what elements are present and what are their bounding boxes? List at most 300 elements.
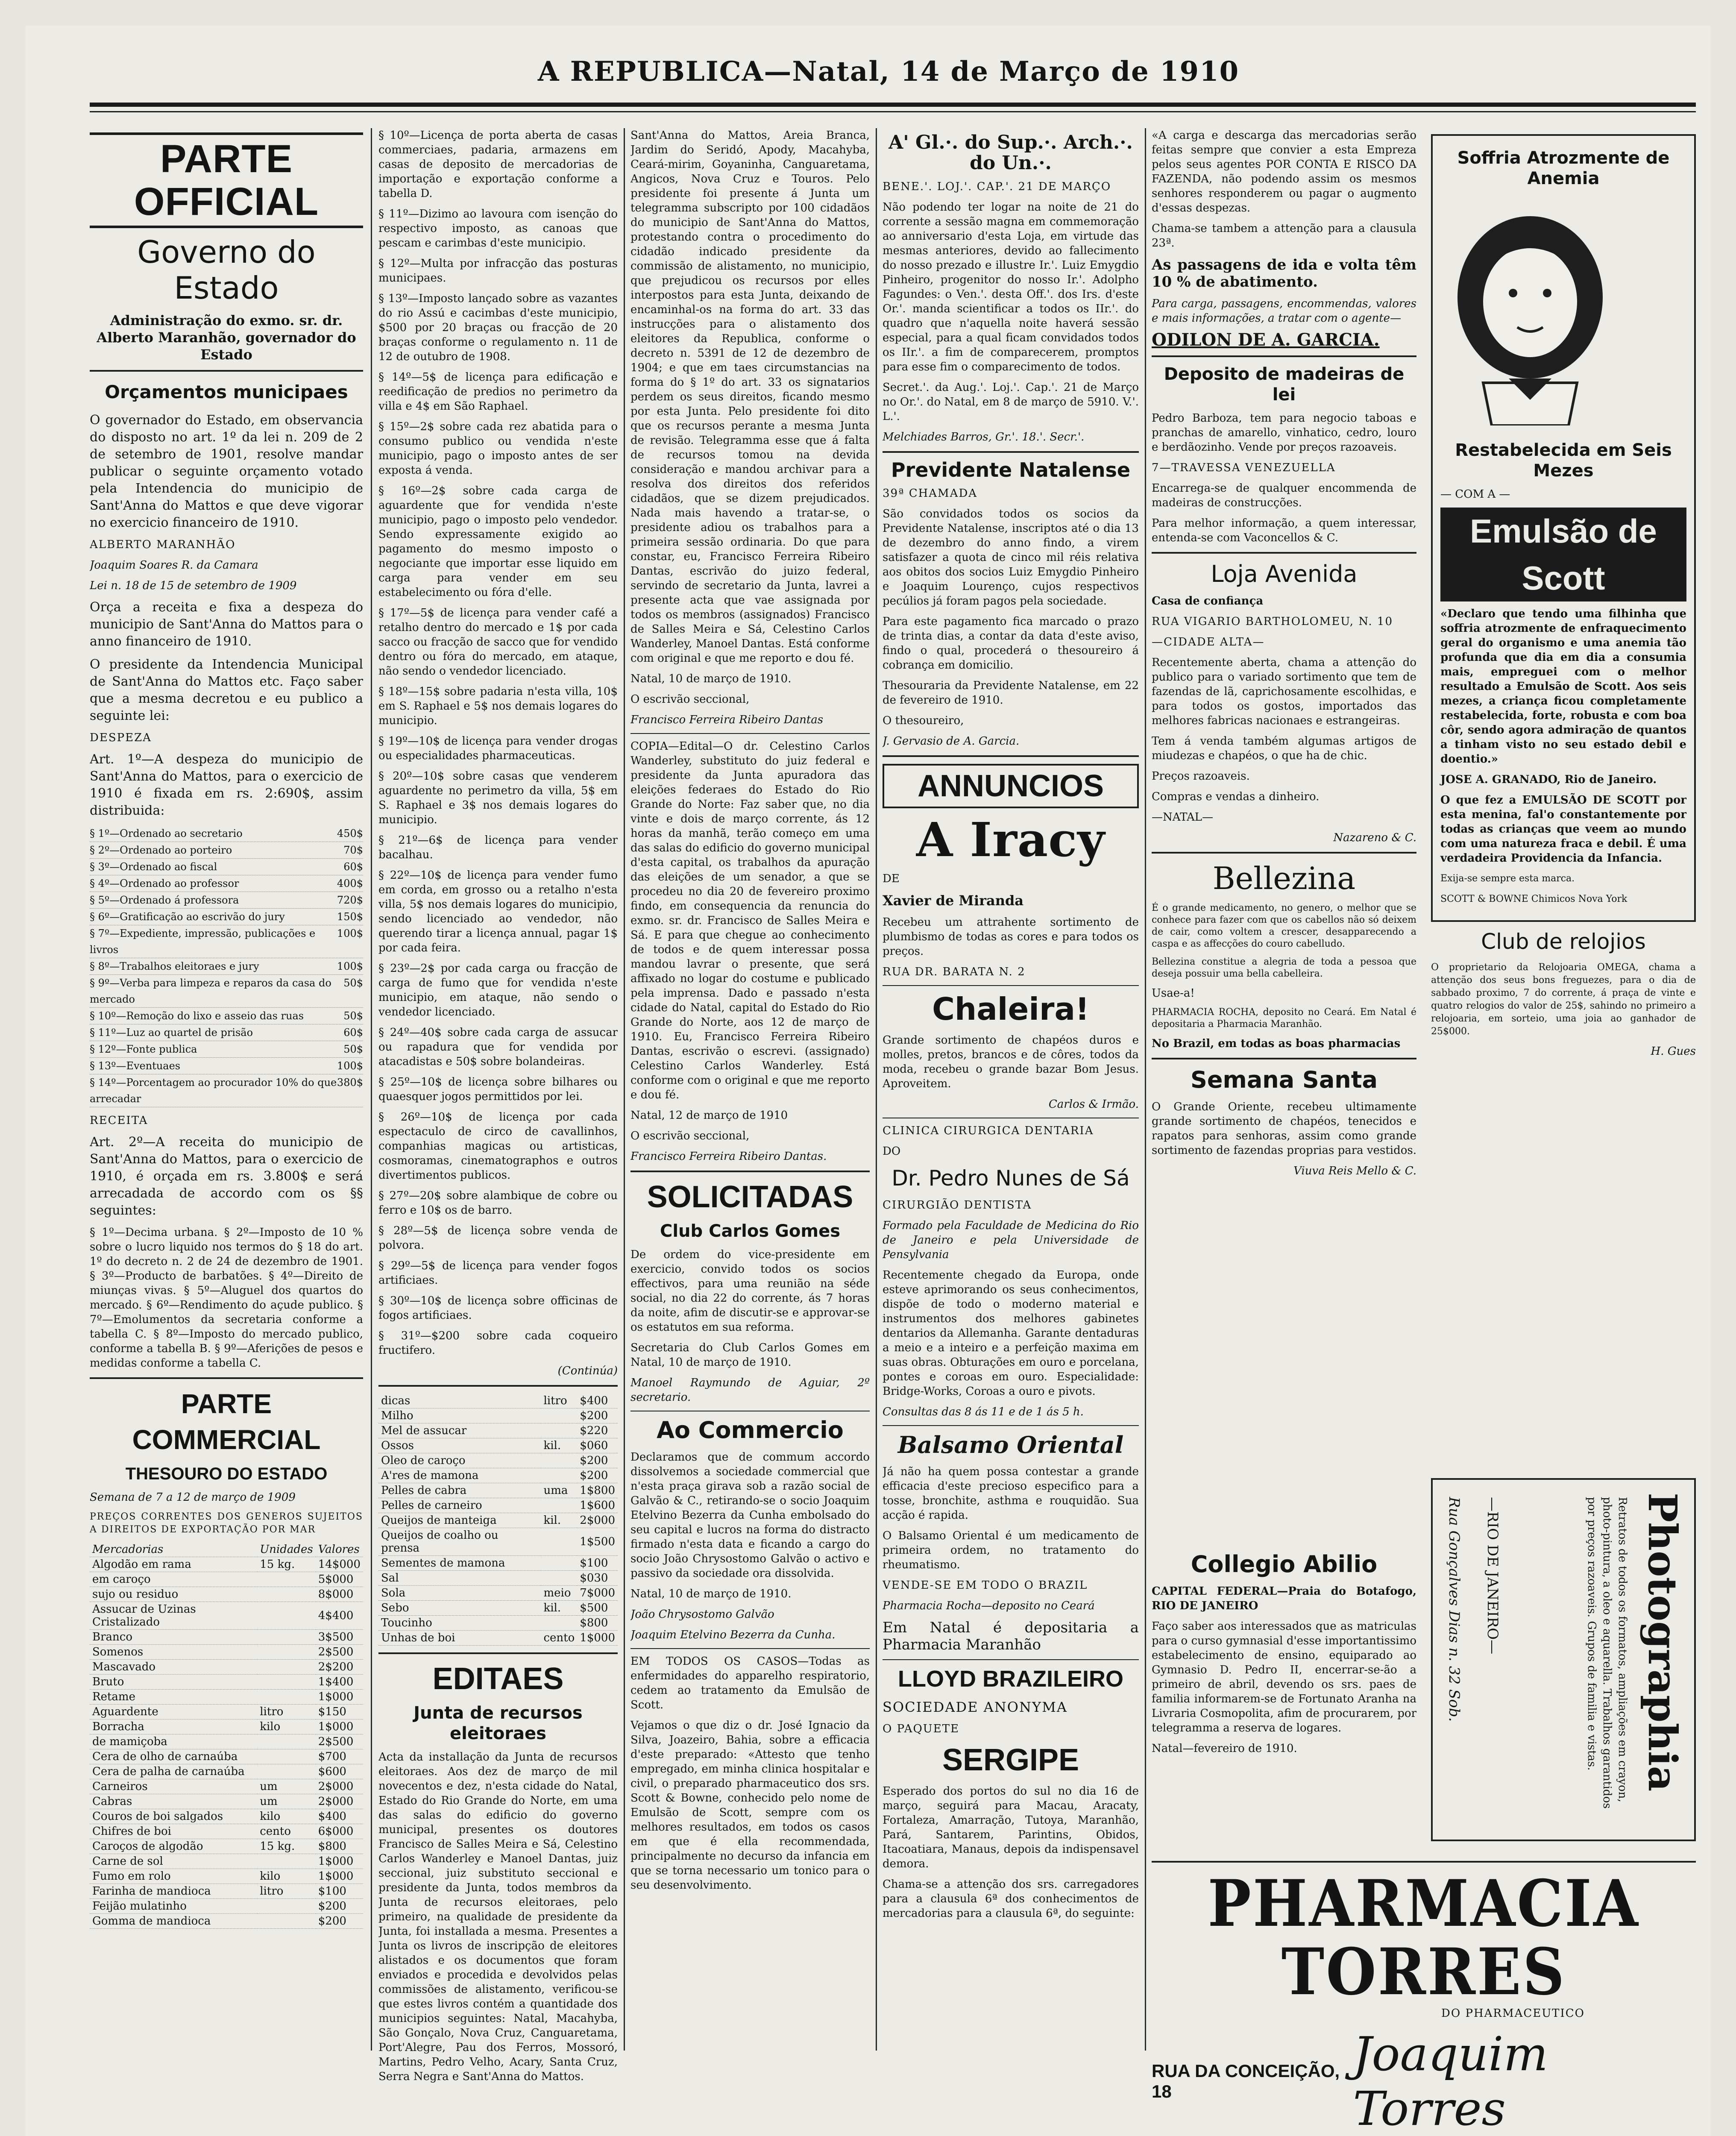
ledger-value: $200 xyxy=(577,1453,618,1468)
emulsao-p2: O que fez a EMULSÃO DE SCOTT por esta menina, fal'o constantemente por todas as crianças que veem ao mundo com uma natureza fraca e debil. É uma verdadeira Providencia da Infancia. xyxy=(1440,794,1686,865)
ledger-value: $060 xyxy=(577,1438,618,1453)
price-row xyxy=(90,1602,363,1630)
col4-p3: São convidados todos os socios da Previdente Natalense, inscriptos até o dia 13 de dezembro do anno findo, a virem satisfazer a quota de cinco mil réis relativa aos obitos dos socios Luiz Emygdio Pinheiro e Joaquim Lourenço, cujos respectivos pecúlios já foram pagos pela sociedade. xyxy=(883,508,1139,607)
despeza-row xyxy=(90,1074,363,1107)
ledger-value: $200 xyxy=(577,1408,618,1423)
ledger-item: Toucinho xyxy=(378,1616,541,1631)
price-unit: 15 kg. xyxy=(257,1557,316,1572)
price-value: $150 xyxy=(316,1705,363,1719)
col3-p1: Sant'Anna do Mattos, Areia Branca, Jardim do Seridó, Apody, Macahyba, Ceará-mirim, Goyaninha, Canguaretama, Angicos, Nova Cruz e Touros. Pelo presidente foi presente á Junta um telegramma subscripto por 100 cidadãos do municipio de Sant'Anna do Mattos, protestando contra o procedimento do cidadão indicado presidente da commissão de alistamento, no municipio, que prejudicou os recursos por elles interpostos para esta Junta, deixando de encaminhal-os na forma do art. 33 das instrucções para o alistamento dos eleitores da Republica, conforme o decreto n. 5391 de 12 de dezembro de 1904; e que em taes circumstancias na forma do § 1º do art. 33 os signatarios perdem os seus direitos, ficando mesmo por esta Junta. Pelo presidente foi dito que os recursos perante a mesma Junta de revisão. Telegramma esse que á falta de recursos tomou na devida consideração e mandou archivar para a resolva dos direitos dos referidos cidadãos, que se dizem prejudicados. Nada mais havendo a tratar-se, o presidente adiou os trabalhos para a primeira sessão ordinaria. Do que para constar, eu, Francisco Ferreira Ribeiro Dantas, escrivão do juizo federal, servindo de secretario da Junta, lavrei a presente acta que vae assignada por todos os membros (assignados) Francisco de Salles Meira e Sá, Celestino Carlos Wanderley, Manoel Dantas. Está conforme com original e que me reporto e dou fé. xyxy=(630,129,870,665)
despeza-row xyxy=(90,1041,363,1058)
ledger-row xyxy=(378,1438,618,1453)
despeza-row xyxy=(90,975,363,1008)
despeza-row xyxy=(90,842,363,859)
col2-p8: § 17º—5$ de licença para vender café a retalho dentro do mercado e 1$ por cada sacco ou fracção de sacco que for vendido dentro ou fóra do mercado, em ataque, não sendo o vendedor licenciado. xyxy=(378,607,618,678)
price-unit xyxy=(257,1749,316,1764)
col2-p12: § 21º—6$ de licença para vender bacalhau. xyxy=(378,834,618,861)
col3-p6: EM TODOS OS CASOS—Todas as enfermidades do apparelho respiratorio, cedem ao tratamento da Emulsão de Scott. xyxy=(630,1655,870,1711)
despeza-value: 100$ xyxy=(337,960,363,972)
ledger-row xyxy=(378,1601,618,1616)
semana-line: Semana de 7 a 12 de março de 1909 xyxy=(90,1491,296,1504)
despeza-value: 400$ xyxy=(337,877,363,889)
col5-p11: Compras e vendas a dinheiro. xyxy=(1152,790,1320,803)
ledger-row xyxy=(378,1571,618,1586)
despeza-value: 380$ xyxy=(337,1077,363,1089)
price-unit xyxy=(257,1734,316,1749)
despeza-label: § 7º—Expediente, impressão, publicações e livros xyxy=(90,927,316,956)
col2-p19: § 28º—5$ de licença sobre venda de polvora. xyxy=(378,1224,618,1252)
price-row xyxy=(90,1854,363,1869)
col4-p10: Já não ha quem possa contestar a grande efficacia d'este precioso especifico para a tosse, bronchite, asthma e rouquidão. Sua acção é rapida. xyxy=(883,1465,1139,1522)
price-row xyxy=(90,1734,363,1749)
lloyd-title: LLOYD BRAZILEIRO xyxy=(898,1666,1123,1692)
price-row xyxy=(90,1660,363,1675)
price-value: 2$000 xyxy=(316,1779,363,1794)
ledger-value: $800 xyxy=(577,1616,618,1631)
photographia-body: Retratos de todos os formatos, ampliações em crayon, photo-pintura, a oleo e aquarella. Trabalhos garantidos por preços razoaveis. Grupos de familia e vistas. xyxy=(1585,1497,1629,1809)
ledger-value: $400 xyxy=(577,1394,618,1408)
col4-sig2: J. Gervasio de A. Garcia. xyxy=(883,735,1020,748)
col5-addr: 7—TRAVESSA VENEZUELLA xyxy=(1152,461,1336,474)
price-row xyxy=(90,1645,363,1660)
dr-title: Dr. Pedro Nunes de Sá xyxy=(891,1166,1130,1191)
ledger-unit xyxy=(541,1571,577,1586)
col5-p13: Bellezina constitue a alegria de toda a pessoa que deseja possuir uma bella cabelleira. xyxy=(1152,957,1416,979)
pharmacia-name: Joaquim Torres xyxy=(1353,2027,1548,2136)
despeza-label: § 3º—Ordenado ao fiscal xyxy=(90,861,217,873)
soffria-title: Soffria Atrozmente de Anemia xyxy=(1457,148,1670,188)
price-unit xyxy=(257,1690,316,1705)
ledger-row xyxy=(378,1631,618,1646)
gov-subtitle: Administração do exmo. sr. dr. Alberto Maranhão, governador do Estado xyxy=(97,312,356,363)
price-row xyxy=(90,1749,363,1764)
col2-p13: § 22º—10$ de licença para vender fumo em corda, em grosso ou a retalho n'esta villa, 5$ nos demais logares do municipio, sendo licenciado ao vendedor, não querendo tirar a licença annual, pagar 1$ por cada feira. xyxy=(378,869,618,954)
emulsao-quote: «Declaro que tendo uma filhinha que soffria atrozmente de enfraquecimento geral do organismo e uma anemia tão profunda que dia em dia a consumia mais, empreguei com o melhor resultado a Emulsão de Scott. Aos seis mezes, a criança ficou completamente restabelecida, forte, robusta e com boa côr, sendo agora admiração de quantos a tinham visto no seu estado debil e doentio.» xyxy=(1440,607,1686,766)
consultas-line: Consultas das 8 ás 11 e de 1 ás 5 h. xyxy=(883,1405,1084,1418)
paquete-line: O PAQUETE xyxy=(883,1722,959,1735)
col5-p2: Chama-se tambem a attenção para a clausula 23ª. xyxy=(1152,222,1416,249)
price-unit: kilo xyxy=(257,1809,316,1824)
despeza-row xyxy=(90,1008,363,1024)
iracy-owner: Xavier de Miranda xyxy=(883,892,1024,909)
col5-p4: Para carga, passagens, encommendas, valores e mais informações, a tratar com o agente— xyxy=(1152,297,1416,325)
annuncios-title: ANNUNCIOS xyxy=(883,764,1139,808)
price-item: Couros de boi salgados xyxy=(90,1809,257,1824)
ledger-unit xyxy=(541,1453,577,1468)
gov-title: Governo do Estado xyxy=(137,234,316,306)
vende2-line: Pharmacia Rocha—deposito no Ceará xyxy=(883,1599,1095,1612)
price-table xyxy=(90,1542,363,1929)
previdente-title: Previdente Natalense xyxy=(891,458,1131,481)
despeza-heading: DESPEZA xyxy=(90,731,152,744)
despeza-label: § 14º—Porcentagem ao procurador 10% do que arrecadar xyxy=(90,1077,337,1105)
orcamentos-title: Orçamentos municipaes xyxy=(105,381,348,402)
price-item: Algodão em rama xyxy=(90,1557,257,1572)
ledger-item: Pelles de carneiro xyxy=(378,1498,541,1513)
despeza-label: § 13º—Eventuaes xyxy=(90,1060,181,1072)
col3-p7: Vejamos o que diz o dr. José Ignacio da Silva, Joazeiro, Bahia, sobre a efficacia d'este preparado: «Attesto que tenho empregado, em minha clinica hospitalar e civil, o preparado pharmaceutico dos srs. Scott & Bowne, conhecido pelo nome de Emulsão de Scott, sempre com os melhores resultados, em todos os casos em que é ella recommendada, principalmente no decurso da infancia em que se torna necessario um tonico para o seu desenvolvimento. xyxy=(630,1719,870,1892)
collegio-title: Collegio Abilio xyxy=(1191,1551,1378,1578)
newspaper-page xyxy=(26,26,1710,2136)
col4-p8: Formado pela Faculdade de Medicina do Rio de Janeiro e pela Universidade de Pensylvania xyxy=(883,1219,1139,1261)
col5-p15: PHARMACIA ROCHA, deposito no Ceará. Em Natal é depositaria a Pharmacia Maranhão. xyxy=(1152,1007,1416,1030)
ledger-row xyxy=(378,1498,618,1513)
price-unit xyxy=(257,1587,316,1602)
col5-p5: Pedro Barboza, tem para negocio taboas e pranchas de amarello, vinhatico, cedro, louro e berdãozinho. Vende por preços razoaveis. xyxy=(1152,412,1416,454)
despeza-label: § 4º—Ordenado ao professor xyxy=(90,877,239,889)
emulsao-title: Emulsão de Scott xyxy=(1440,508,1686,601)
col4-sig1: Melchiades Barros, Gr.'. 18.'. Secr.'. xyxy=(883,431,1085,443)
emulsao-sig: JOSE A. GRANADO, Rio de Janeiro. xyxy=(1440,773,1657,786)
price-item: Fumo em rolo xyxy=(90,1869,257,1884)
price-unit xyxy=(257,1675,316,1690)
column-3 xyxy=(630,128,870,2110)
price-unit xyxy=(257,1645,316,1660)
clinica-line: CLINICA CIRURGICA DENTARIA xyxy=(883,1124,1094,1137)
photographia-addr2: —RIO DE JANEIRO— xyxy=(1484,1497,1501,1655)
price-item: Feijão mulatinho xyxy=(90,1899,257,1914)
despeza-value: 60$ xyxy=(343,1027,363,1039)
ledger-item: Sola xyxy=(378,1586,541,1601)
price-unit xyxy=(257,1899,316,1914)
price-item: Borracha xyxy=(90,1719,257,1734)
ledger-row xyxy=(378,1586,618,1601)
price-item: Carneiros xyxy=(90,1779,257,1794)
ledger-item: Oleo de caroço xyxy=(378,1453,541,1468)
col1-p5: Art. 2º—A receita do municipio de Sant'Anna do Mattos, para o exercicio de 1910, é orçada em rs. 3.800$ e será arrecadada de accordo com os §§ seguintes: xyxy=(90,1135,363,1218)
deposito-title: Deposito de madeiras de lei xyxy=(1164,364,1405,405)
despeza-label: § 11º—Luz ao quartel de prisão xyxy=(90,1027,253,1039)
price-header-unidades: Unidades xyxy=(257,1542,316,1557)
column-4 xyxy=(883,128,1139,2110)
price-unit: litro xyxy=(257,1705,316,1719)
price-unit xyxy=(257,1660,316,1675)
balsamo-title: Balsamo Oriental xyxy=(897,1431,1124,1458)
price-unit xyxy=(257,1854,316,1869)
cirurgiao-line: CIRURGIÃO DENTISTA xyxy=(883,1199,1032,1212)
price-item: Somenos xyxy=(90,1645,257,1660)
ledger-item: Pelles de cabra xyxy=(378,1483,541,1498)
semana-title: Semana Santa xyxy=(1191,1066,1378,1093)
col2-p14: § 23º—2$ por cada carga ou fracção de carga de fumo que for vendida n'este municipio, em ataque, não sendo o vendedor licenciado. xyxy=(378,962,618,1018)
despeza-row xyxy=(90,909,363,925)
despeza-value: 720$ xyxy=(337,894,363,906)
despeza-value: 100$ xyxy=(337,927,363,939)
price-value: 2$200 xyxy=(316,1660,363,1675)
price-unit: um xyxy=(257,1794,316,1809)
column-divider xyxy=(624,128,625,2051)
price-item: Caroços de algodão xyxy=(90,1839,257,1854)
price-row xyxy=(90,1794,363,1809)
despeza-label: § 5º—Ordenado á professora xyxy=(90,894,239,906)
despeza-row xyxy=(90,1058,363,1074)
col4-p1: Não podendo ter logar na noite de 21 do corrente a sessão magna em commemoração ao anniversario d'esta Loja, em virtude das mesmas anteriores, devido ao fallecimento do nosso prezado e illustre Ir.'. Luiz Emygdio Pinheiro, progenitor do nosso Ir.'. Adolpho Fagundes: o Ven.'. desta Off.'. dos Irs. d'este Or.'. manda scientificar a todos os IIr.'. do quadro que n'aquella noite haverá sessão especial, para a qual ficam convidados todos os IIr.'. a fim de comparecerem, promptos para esse fim o comparecimento de todos. xyxy=(883,201,1139,373)
price-item: Carne de sol xyxy=(90,1854,257,1869)
ledger-item: Mel de assucar xyxy=(378,1423,541,1438)
ledger-row xyxy=(378,1408,618,1423)
col4-sig3: Carlos & Irmão. xyxy=(1048,1098,1139,1111)
iracy-addr: RUA DR. BARATA N. 2 xyxy=(883,965,1026,978)
column-divider xyxy=(1145,128,1146,2051)
col4-p2: Secret.'. da Aug.'. Loj.'. Cap.'. 21 de Março no Or.'. do Natal, em 8 de março de 5910. V.'. L.'. xyxy=(883,381,1139,423)
column-divider xyxy=(876,128,877,2051)
bellezina-title: Bellezina xyxy=(1212,860,1356,896)
clinica-do: DO xyxy=(883,1145,901,1158)
price-item: de mamiçoba xyxy=(90,1734,257,1749)
price-unit xyxy=(257,1914,316,1929)
ledger-row xyxy=(378,1394,618,1408)
price-item: Mascavado xyxy=(90,1660,257,1675)
despeza-value: 50$ xyxy=(343,977,363,989)
col3-p3: De ordem do vice-presidente em exercicio, convido todos os socios effectivos, para uma reunião na séde social, no dia 22 do corrente, ás 7 horas da noite, afim de discutir-se e approvar-se os estatutos em sua reforma. xyxy=(630,1248,870,1334)
col5-p18: Faço saber aos interessados que as matriculas para o curso gymnasial d'esse importantissimo estabelecimento de ensino, equiparado ao Gymnasio D. Pedro II, encerrar-se-ão a primeiro de abril, devendo os srs. paes de familia informarem-se de Fortunato Aranha na Livraria Cosmopolita, afim de procurarem, por telegramma a reserva de logares. xyxy=(1152,1620,1416,1734)
col2-p4: § 13º—Imposto lançado sobre as vazantes do rio Assú e cacimbas d'este municipio, $500 por 20 braças ou fracção de 20 braças conforme o regulamento n. 11 de 12 de outubro de 1908. xyxy=(378,292,618,363)
despeza-row xyxy=(90,958,363,975)
ledger-value: 7$000 xyxy=(577,1586,618,1601)
ledger-unit: litro xyxy=(541,1394,577,1408)
ledger-value: 1$000 xyxy=(577,1631,618,1646)
ledger-unit xyxy=(541,1498,577,1513)
col2-p10: § 19º—10$ de licença para vender drogas ou especialidades pharmaceuticas. xyxy=(378,735,618,762)
ledger-row xyxy=(378,1423,618,1438)
photographia-ad xyxy=(1431,1478,1696,1841)
col2-p20: § 29º—5$ de licença para vender fogos artificiaes. xyxy=(378,1259,618,1287)
price-value: $400 xyxy=(316,1809,363,1824)
price-unit xyxy=(257,1630,316,1645)
col5-p9: Tem á venda também algumas artigos de miudezas e chapéos, o que ha de chic. xyxy=(1152,735,1416,762)
price-item: em caroço xyxy=(90,1572,257,1587)
price-row xyxy=(90,1914,363,1929)
col3-sig2: Francisco Ferreira Ribeiro Dantas. xyxy=(630,1150,827,1163)
sup-title: A' Gl.·. do Sup.·. Arch.·. do Un.·. xyxy=(889,132,1133,174)
despeza-value: 50$ xyxy=(343,1010,363,1022)
col2-p6: § 15º—2$ sobre cada rez abatida para o consumo publico ou vendida n'este municipio, pago o imposto antes de ser exposta á venda. xyxy=(378,420,618,477)
ledger-item: Queijos de manteiga xyxy=(378,1513,541,1528)
girl-portrait-image xyxy=(1440,203,1620,425)
ledger-unit xyxy=(541,1528,577,1556)
photographia-title: Photographia xyxy=(1639,1493,1686,1792)
col5-sig2: Viuva Reis Mello & C. xyxy=(1293,1165,1416,1177)
col2-p3: § 12º—Multa por infracção das posturas municipaes. xyxy=(378,257,618,285)
emulsao-ad xyxy=(1431,134,1696,922)
price-value: 8$000 xyxy=(316,1587,363,1602)
ledger-unit: uma xyxy=(541,1483,577,1498)
col3-date2: Natal, 12 de março de 1910 xyxy=(630,1109,788,1122)
iracy-sub: DE xyxy=(883,872,900,885)
price-value: 6$000 xyxy=(316,1824,363,1839)
continua: (Continúa) xyxy=(557,1364,618,1377)
col3-sig3: Manoel Raymundo de Aguiar, 2º secretario. xyxy=(630,1376,870,1404)
price-value: 14$000 xyxy=(316,1557,363,1572)
price-item: Cabras xyxy=(90,1794,257,1809)
price-row xyxy=(90,1809,363,1824)
top-rule-thin xyxy=(90,111,1696,112)
natal-dep: Em Natal é depositaria a Pharmacia Maranhão xyxy=(883,1619,1139,1653)
despeza-label: § 8º—Trabalhos eleitoraes e jury xyxy=(90,960,259,972)
column-divider xyxy=(371,128,372,2051)
price-row xyxy=(90,1705,363,1719)
despeza-value: 450$ xyxy=(337,827,363,839)
agent-name: ODILON DE A. GARCIA. xyxy=(1152,330,1380,350)
solicitadas-title: SOLICITADAS xyxy=(647,1180,853,1214)
despeza-label: § 12º—Fonte publica xyxy=(90,1043,197,1055)
price-item: Farinha de mandioca xyxy=(90,1884,257,1899)
despeza-label: § 10º—Remoção do lixo e asseio das ruas xyxy=(90,1010,304,1022)
price-row xyxy=(90,1839,363,1854)
ledger-item: Queijos de coalho ou prensa xyxy=(378,1528,541,1556)
cidade-line: —CIDADE ALTA— xyxy=(1152,636,1265,648)
col1-p4: Art. 1º—A despeza do municipio de Sant'Anna do Mattos, para o exercicio de 1910 é fixada em rs. 2:690$, assim distribuida: xyxy=(90,752,363,818)
despeza-label: § 2º—Ordenado ao porteiro xyxy=(90,844,232,856)
col3-date1: Natal, 10 de março de 1910. xyxy=(630,672,792,685)
col5-p16: No Brazil, em todas as boas pharmacias xyxy=(1152,1037,1401,1050)
masthead: A REPUBLICA—Natal, 14 de Março de 1910 xyxy=(537,56,1240,88)
price-item: Retame xyxy=(90,1690,257,1705)
photographia-addr1: Rua Gonçalves Dias n. 32 Sob. xyxy=(1446,1497,1463,1722)
ledger-row xyxy=(378,1468,618,1483)
col3-sig5: Joaquim Etelvino Bezerra da Cunha. xyxy=(630,1628,836,1641)
price-row xyxy=(90,1587,363,1602)
price-item: Cera de olho de carnaúba xyxy=(90,1749,257,1764)
ledger-row xyxy=(378,1616,618,1631)
price-value: 2$500 xyxy=(316,1645,363,1660)
ledger-value: $200 xyxy=(577,1468,618,1483)
despeza-row xyxy=(90,875,363,892)
despeza-row xyxy=(90,892,363,909)
col5-p1: «A carga e descarga das mercadorias serão feitas sempre que convier a esta Empreza pelos seus agentes POR CONTA E RISCO DA FAZENDA, não podendo assim os mesmos senhores responderem ou pagar o augmento d'essas despezas. xyxy=(1152,129,1416,214)
despeza-value: 50$ xyxy=(343,1043,363,1055)
col4-p13: Chama-se a attenção dos srs. carregadores para a clausula 6ª dos conhecimentos de mercadorias para a clausula 6ª, do seguinte: xyxy=(883,1878,1139,1920)
col3-sig4: João Chrysostomo Galvão xyxy=(630,1608,774,1621)
price-value: 1$400 xyxy=(316,1675,363,1690)
price-row xyxy=(90,1779,363,1794)
ledger-value: $220 xyxy=(577,1423,618,1438)
price-row xyxy=(90,1630,363,1645)
exija-line: Exija-se sempre esta marca. xyxy=(1440,873,1575,884)
ledger-item: Sal xyxy=(378,1571,541,1586)
col1-p6: § 1º—Decima urbana. § 2º—Imposto de 10 % sobre o lucro liquido nos termos do § 18 do art. 1º do decreto n. 2 de 24 de dezembro de 1901. § 3º—Producto de barbatões. § 4º—Direito de miunças vivas. § 5º—Aluguel dos quartos do mercado. § 6º—Rendimento do açude publico. § 7º—Emolumentos da secretaria conforme a tabella C. § 8º—Imposto do mercado publico, conforme a tabella B. § 9º—Aferições de pesos e medidas conforme a tabella C. xyxy=(90,1226,363,1370)
col3-p4: Secretaria do Club Carlos Gomes em Natal, 10 de março de 1910. xyxy=(630,1341,870,1369)
col3-date3: Natal, 10 de março de 1910. xyxy=(630,1587,792,1600)
col2-p18: § 27º—20$ sobre alambique de cobre ou ferro e 10$ os de barro. xyxy=(378,1189,618,1217)
price-unit: kilo xyxy=(257,1869,316,1884)
price-row xyxy=(90,1572,363,1587)
price-unit xyxy=(257,1572,316,1587)
ledger-value: $500 xyxy=(577,1601,618,1616)
price-unit: kilo xyxy=(257,1719,316,1734)
ledger-value: 1$800 xyxy=(577,1483,618,1498)
col5-p12: É o grande medicamento, no genero, o melhor que se conhece para fazer com que os cabellos não só deixem de cair, como voltem a crescer, desapparecendo a caspa e as affecções do couro cabelludo. xyxy=(1152,903,1416,949)
despeza-value: 70$ xyxy=(343,844,363,856)
pharmacia-ad xyxy=(1152,1854,1696,2136)
ledger-row xyxy=(378,1556,618,1571)
ledger-unit: kil. xyxy=(541,1438,577,1453)
price-item: Chifres de boi xyxy=(90,1824,257,1839)
price-value: 2$500 xyxy=(316,1734,363,1749)
commercio-title: Ao Commercio xyxy=(657,1417,844,1444)
col4-p6: Recebeu um attrahente sortimento de plumbismo de todas as cores e para todos os preços. xyxy=(883,916,1139,958)
despeza-value: 150$ xyxy=(337,911,363,923)
ledger-unit: kil. xyxy=(541,1601,577,1616)
price-value: 1$000 xyxy=(316,1854,363,1869)
col5-p14: Usae-a! xyxy=(1152,987,1195,1000)
col2-p23: Acta da installação da Junta de recursos eleitoraes. Aos dez de março de mil novecentos e dez, n'esta cidade do Natal, Estado do Rio Grande do Norte, em uma das salas do edificio do governo municipal, presentes os doutores Francisco de Salles Meira e Sá, Celestino Carlos Wanderley e Manoel Dantas, juiz seccional, juiz substituto seccional e presidente da Junta, todos membros da Junta de recursos eleitoraes, pelo primeiro, na qualidade de presidente da Junta, foi installada a mesma. Presentes a Junta os livros de inscripção de eleitores alistados e os documentos que foram enviados e procedida e devolvidos pelas commissões de alistamento, verificou-se que estes livros contém a quantidade dos municipios seguintes: Natal, Macahyba, São Gonçalo, Nova Cruz, Canguaretama, Port'Alegre, Pau dos Ferros, Mossoró, Martins, Pedro Velho, Acary, Santa Cruz, Serra Negra e Sant'Anna do Mattos. xyxy=(378,1751,618,2083)
col2-p7: § 16º—2$ sobre cada carga de aguardente que for vendida n'este municipio, pago o imposto pelo vendedor. Sendo expressamente exigido ao pagamento do mesmo imposto o negociante que importar esse liquido em carga para vender em seu estabelecimento ou fóra d'elle. xyxy=(378,484,618,599)
column-1 xyxy=(90,128,363,2110)
price-value: $700 xyxy=(316,1749,363,1764)
iracy-title: A Iracy xyxy=(916,812,1106,867)
maker-line: SCOTT & BOWNE Chimicos Nova York xyxy=(1440,894,1628,904)
ledger-item: Ossos xyxy=(378,1438,541,1453)
price-row xyxy=(90,1869,363,1884)
ledger-unit: meio xyxy=(541,1586,577,1601)
editaes-title: EDITAES xyxy=(432,1662,564,1696)
col3-p2: COPIA—Edital—O dr. Celestino Carlos Wanderley, substituto do juiz federal e presidente da Junta apuradora das eleições federaes do Estado do Rio Grande do Norte: Faz saber que, no dia vinte e dois de março corrente, ás 12 horas da manhã, terão começo em uma das salas do edificio do governo municipal d'esta capital, os trabalhos da apuração das eleições de um senador, a que se procedeu no dia 20 de fevereiro proximo findo, em consequencia da renuncia do exmo. sr. dr. Francisco de Salles Meira e Sá. E para que chegue ao conhecimento de todos e de quem interessar possa mandou lavrar o presente, que será affixado no logar do costume e publicado pela imprensa. Dado e passado n'esta cidade do Natal, capital do Estado do Rio Grande do Norte, aos 12 de março de 1910. Eu, Francisco Ferreira Ribeiro Dantas, escrivão o escrevi. (assignado) Celestino Carlos Wanderley. Está conforme com o original e que me reporto e dou fé. xyxy=(630,740,870,1101)
price-value: 5$000 xyxy=(316,1572,363,1587)
ledger-item: Sebo xyxy=(378,1601,541,1616)
col6-p3: O proprietario da Relojoaria OMEGA, chama a attenção dos seus bons freguezes, para o dia de sabbado proximo, 7 do corrente, á praça de vinte e quatro relogios do valor de 25$, sahindo no primeiro a relojoaria, em sorteio, uma joia ao ganhador de 25$000. xyxy=(1431,962,1696,1037)
collegio-block xyxy=(1152,1546,1416,1863)
despeza-list xyxy=(90,825,363,1107)
relojios-title: Club de relojios xyxy=(1481,929,1646,954)
price-value: 1$000 xyxy=(316,1869,363,1884)
price-header-mercadorias: Mercadorias xyxy=(90,1542,257,1557)
ledger-item: A'res de mamona xyxy=(378,1468,541,1483)
price-row xyxy=(90,1675,363,1690)
ledger-value: $100 xyxy=(577,1556,618,1571)
price-unit xyxy=(257,1602,316,1630)
column-6 xyxy=(1431,128,1696,1111)
col1-sig1: ALBERTO MARANHÃO xyxy=(90,538,236,551)
col3-escrivao2: O escrivão seccional, xyxy=(630,1130,750,1142)
com-a-line: — COM A — xyxy=(1440,488,1510,501)
ledger-unit xyxy=(541,1423,577,1438)
despeza-row xyxy=(90,925,363,958)
casa-line: Casa de confiança xyxy=(1152,595,1264,607)
junta-title: Junta de recursos eleitoraes xyxy=(413,1703,583,1743)
rua-line: RUA VIGARIO BARTHOLOMEU, N. 10 xyxy=(1152,615,1393,628)
col5-natal: —NATAL— xyxy=(1152,811,1214,824)
price-value: 1$000 xyxy=(316,1719,363,1734)
price-item: Assucar de Uzinas Cristalizado xyxy=(90,1602,257,1630)
despeza-row xyxy=(90,859,363,875)
despeza-label: § 1º—Ordenado ao secretario xyxy=(90,827,243,839)
ledger-row xyxy=(378,1483,618,1498)
despeza-row xyxy=(90,1024,363,1041)
ledger-value: 2$000 xyxy=(577,1513,618,1528)
price-value: $100 xyxy=(316,1884,363,1899)
col5-p3: As passagens de ida e volta têm 10 % de abatimento. xyxy=(1152,256,1416,290)
pharmacia-do: DO PHARMACEUTICO xyxy=(1441,2007,1585,2020)
col4-p9: Recentemente chegado da Europa, onde esteve aprimorando os seus conhecimentos, dispõe de todo o moderno material e instrumentos dos melhores gabinetes dentarios da Allemanha. Garante dentaduras a meio e a inteiro e a perfeição maxima em suas obras. Obturações em ouro e porcelana, pontes e coroas em ouro. Especialidade: Bridge-Works, Coroas a ouro e pivots. xyxy=(883,1269,1139,1398)
col5-date: Natal—fevereiro de 1910. xyxy=(1152,1742,1297,1755)
ledger-value: 1$600 xyxy=(577,1498,618,1513)
ledger-item: Milho xyxy=(378,1408,541,1423)
vende-line: VENDE-SE EM TODO O BRAZIL xyxy=(883,1579,1088,1592)
price-value: $200 xyxy=(316,1899,363,1914)
col2-p15: § 24º—40$ sobre cada carga de assucar ou rapadura que for vendida por atacadistas e 50$ sobre bolandeiras. xyxy=(378,1026,618,1068)
ledger-unit xyxy=(541,1556,577,1571)
price-value: $800 xyxy=(316,1839,363,1854)
chaleira-title: Chaleira! xyxy=(932,991,1089,1027)
column-2 xyxy=(378,128,618,2110)
price-row xyxy=(90,1884,363,1899)
col2-p11: § 20º—10$ sobre casas que venderem aguardente no perimetro da villa, 5$ em S. Raphael e 3$ nos demais logares do municipio. xyxy=(378,770,618,826)
ledger-unit: cento xyxy=(541,1631,577,1646)
col1-sig2: Joaquim Soares R. da Camara xyxy=(90,559,258,572)
ledger-unit: kil. xyxy=(541,1513,577,1528)
price-row xyxy=(90,1764,363,1779)
